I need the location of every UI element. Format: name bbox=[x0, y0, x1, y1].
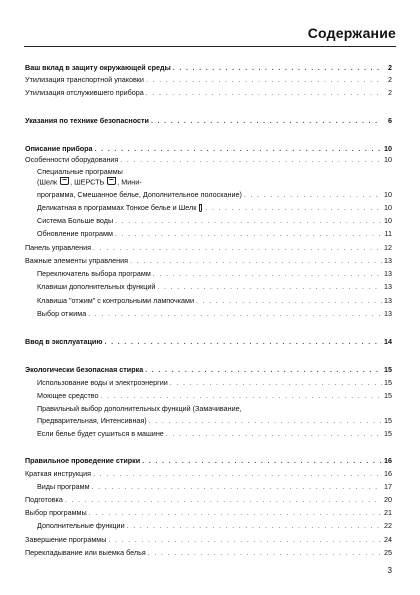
toc-entry-page: 10 bbox=[384, 190, 392, 199]
toc-entry-label: Описание прибора bbox=[25, 144, 93, 153]
toc-entry-label: Важные элементы управления bbox=[25, 256, 128, 265]
delicate-wash-icon bbox=[107, 177, 116, 185]
toc-entry[interactable] bbox=[25, 269, 392, 278]
dot-leader bbox=[88, 309, 382, 318]
toc-entry-label: Правильное проведение стирки bbox=[25, 456, 141, 465]
toc-entry-label: Краткая инструкция bbox=[25, 469, 92, 478]
toc-entry-page: 13 bbox=[384, 282, 392, 291]
toc-entry[interactable] bbox=[25, 243, 392, 252]
delicate-wash-icon bbox=[60, 177, 69, 185]
dot-leader bbox=[127, 521, 382, 530]
dot-leader bbox=[108, 535, 382, 544]
toc-entry-label: Дополнительные функции bbox=[37, 521, 125, 530]
toc-entry-label: Перекладывание или выемка белья bbox=[25, 548, 146, 557]
toc-entry[interactable] bbox=[25, 508, 392, 517]
toc-entry-label: Особенности оборудования bbox=[25, 155, 119, 164]
toc-entry-label: Утилизация транспортной упаковки bbox=[25, 75, 144, 84]
toc-entry[interactable] bbox=[25, 365, 392, 374]
toc-entry-page: 24 bbox=[384, 535, 392, 544]
dot-leader bbox=[95, 144, 382, 153]
toc-entry[interactable] bbox=[25, 391, 392, 400]
toc-entry-page: 17 bbox=[384, 482, 392, 491]
toc-entry-label: Выбор отжима bbox=[37, 309, 87, 318]
toc-entry[interactable] bbox=[25, 378, 392, 387]
toc-entry-page: 13 bbox=[384, 296, 392, 305]
toc-entry[interactable] bbox=[25, 155, 392, 164]
dot-leader bbox=[148, 548, 382, 557]
toc-entry-label: Ваш вклад в защиту окружающей среды bbox=[25, 63, 171, 72]
toc-entry[interactable] bbox=[25, 535, 392, 544]
toc-entry-page: 13 bbox=[384, 309, 392, 318]
toc-entry[interactable] bbox=[25, 116, 392, 125]
page-title: Содержание bbox=[307, 25, 396, 41]
toc-entry-special-programs-line2[interactable]: (Шелк , ШЕРСТЬ , Мини- bbox=[37, 177, 142, 187]
dot-leader bbox=[101, 391, 382, 400]
toc-entry-page: 15 bbox=[384, 378, 392, 387]
toc-entry[interactable] bbox=[25, 282, 392, 291]
dot-leader bbox=[115, 216, 382, 225]
toc-entry[interactable] bbox=[25, 63, 392, 72]
toc-entry[interactable] bbox=[25, 296, 392, 305]
toc-entry-label: Ввод в эксплуатацию bbox=[25, 337, 103, 346]
toc-entry-page: 13 bbox=[384, 269, 392, 278]
toc-entry-page: 21 bbox=[384, 508, 392, 517]
toc-entry[interactable] bbox=[25, 144, 392, 153]
toc-entry-label: Утилизация отслужившего прибора bbox=[25, 88, 144, 97]
toc-entry-page: 16 bbox=[384, 456, 392, 465]
toc-entry-label: Использование воды и электроэнергии bbox=[37, 378, 168, 387]
toc-entry-label: Переключатель выбора программ bbox=[37, 269, 151, 278]
toc-entry-page: 16 bbox=[384, 469, 392, 478]
toc-entry-page: 2 bbox=[388, 63, 392, 72]
dot-leader bbox=[157, 282, 382, 291]
dot-leader bbox=[205, 203, 382, 212]
toc-entry-label: Деликатная в программах Тонкое белье и Шелк bbox=[37, 203, 197, 212]
dot-leader bbox=[153, 269, 382, 278]
toc-entry-special-programs-line1[interactable]: Специальные программы bbox=[37, 167, 123, 176]
toc-entry[interactable] bbox=[25, 429, 392, 438]
toc-entry[interactable] bbox=[25, 469, 392, 478]
dot-leader bbox=[130, 256, 382, 265]
toc-entry[interactable] bbox=[25, 203, 392, 212]
toc-entry-page: 10 bbox=[384, 155, 392, 164]
toc-entry-label: Система Больше воды bbox=[37, 216, 114, 225]
toc-entry-page: 15 bbox=[384, 416, 392, 425]
toc-entry[interactable] bbox=[25, 88, 392, 97]
toc-entry-page: 25 bbox=[384, 548, 392, 557]
toc-entry-page: 6 bbox=[388, 116, 392, 125]
dot-leader bbox=[151, 116, 382, 125]
dot-leader bbox=[196, 296, 382, 305]
toc-entry[interactable] bbox=[25, 416, 392, 425]
toc-entry-extra-functions-line1[interactable]: Правильный выбор дополнительных функций (Замачивание, bbox=[37, 404, 242, 413]
page-header bbox=[24, 22, 396, 47]
toc-entry-label: Подготовка bbox=[25, 495, 63, 504]
toc-entry-label: Обновление программ bbox=[37, 229, 113, 238]
toc-entry-page: 12 bbox=[384, 243, 392, 252]
delicate-wash-icon bbox=[199, 204, 202, 212]
dot-leader bbox=[173, 63, 382, 72]
page-number: 3 bbox=[387, 566, 392, 575]
toc-entry-label: Клавиши дополнительных функций bbox=[37, 282, 156, 291]
dot-leader bbox=[146, 75, 382, 84]
toc-entry-page: 10 bbox=[384, 216, 392, 225]
toc-entry-page: 14 bbox=[384, 337, 392, 346]
dot-leader bbox=[120, 155, 382, 164]
toc-entry[interactable] bbox=[25, 337, 392, 346]
toc-entry-label: Моющее средство bbox=[37, 391, 99, 400]
toc-entry-label: программа, Смешанное белье, Дополнительное полоскание) bbox=[37, 190, 242, 199]
toc-entry[interactable] bbox=[25, 495, 392, 504]
toc-entry-page: 2 bbox=[388, 88, 392, 97]
toc-entry[interactable] bbox=[25, 521, 392, 530]
toc-entry[interactable] bbox=[25, 548, 392, 557]
toc-entry-page: 2 bbox=[388, 75, 392, 84]
toc-entry-label: Панель управления bbox=[25, 243, 92, 252]
toc-entry-label: Указания по технике безопасности bbox=[25, 116, 149, 125]
dot-leader bbox=[166, 429, 382, 438]
toc-entry[interactable] bbox=[25, 309, 392, 318]
toc-entry[interactable] bbox=[25, 482, 392, 491]
dot-leader bbox=[142, 456, 382, 465]
toc-entry-page: 15 bbox=[384, 429, 392, 438]
toc-entry[interactable] bbox=[25, 456, 392, 465]
dot-leader bbox=[149, 416, 382, 425]
dot-leader bbox=[146, 88, 382, 97]
dot-leader bbox=[104, 337, 382, 346]
toc-entry-label: Если белье будет сушиться в машине bbox=[37, 429, 164, 438]
toc-entry-page: 20 bbox=[384, 495, 392, 504]
toc-entry[interactable] bbox=[25, 229, 392, 238]
toc-entry[interactable] bbox=[25, 190, 392, 199]
dot-leader bbox=[93, 469, 382, 478]
toc-entry-page: 10 bbox=[384, 203, 392, 212]
dot-leader bbox=[89, 508, 382, 517]
dot-leader bbox=[92, 482, 382, 491]
toc-entry-label: Виды программ bbox=[37, 482, 90, 491]
toc-entry[interactable] bbox=[25, 256, 392, 265]
toc-entry-page: 15 bbox=[384, 391, 392, 400]
dot-leader bbox=[244, 190, 382, 199]
toc-entry-page: 22 bbox=[384, 521, 392, 530]
toc-entry-page: 15 bbox=[384, 365, 392, 374]
toc-entry-label: Выбор программы bbox=[25, 508, 87, 517]
toc-entry[interactable] bbox=[25, 75, 392, 84]
toc-entry-page: 13 bbox=[384, 256, 392, 265]
toc-entry[interactable] bbox=[25, 216, 392, 225]
dot-leader bbox=[115, 229, 382, 238]
dot-leader bbox=[145, 365, 382, 374]
toc-entry-page: 11 bbox=[384, 229, 392, 238]
toc-entry-label: Экологически безопасная стирка bbox=[25, 365, 144, 374]
dot-leader bbox=[170, 378, 382, 387]
toc-entry-label: Завершение программы bbox=[25, 535, 107, 544]
dot-leader bbox=[65, 495, 382, 504]
toc-entry-label: Предварительная, Интенсивная) bbox=[37, 416, 147, 425]
dot-leader bbox=[93, 243, 382, 252]
toc-entry-page: 10 bbox=[384, 144, 392, 153]
toc-entry-label: Клавиша "отжим" с контрольными лампочками bbox=[37, 296, 195, 305]
